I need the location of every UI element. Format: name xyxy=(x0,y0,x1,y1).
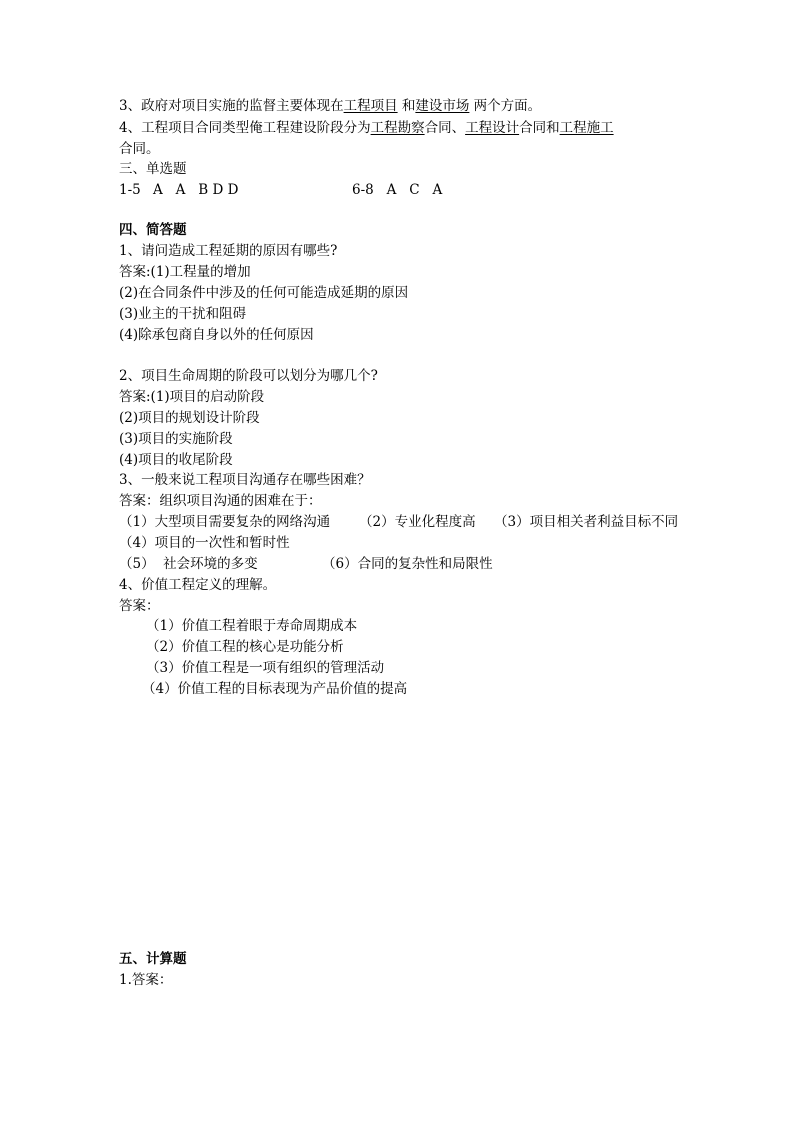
sa-q3-points-row-3 xyxy=(119,555,679,573)
q4-mid-1: 合同、 xyxy=(424,120,466,136)
q4-prefix: 4、工程项目合同类型俺工程建设阶段分为 xyxy=(119,120,371,136)
calculation-heading: 五、计算题 xyxy=(119,951,187,967)
sa-q3-point-4: （4）项目的一次性和暂时性 xyxy=(119,535,290,551)
sa-q3-answer-intro: 答案：组织项目沟通的困难在于： xyxy=(119,493,322,509)
sa-q1-answer-intro: 答案:(1)工程量的增加 xyxy=(119,264,251,280)
q4-continuation: 合同。 xyxy=(119,141,160,157)
q3-blank-2: 建设市场 xyxy=(415,98,470,114)
choice-group-1-answers: A A B D D xyxy=(153,182,239,198)
sa-q4-point: （2）价值工程的核心是功能分析 xyxy=(146,639,344,655)
sa-q3-point-1: （1）大型项目需要复杂的网络沟通 xyxy=(119,514,331,530)
choice-group-2-answers: A C A xyxy=(386,182,443,198)
calculation-answer: 1.答案： xyxy=(119,972,173,988)
fill-in-q3 xyxy=(119,97,541,115)
single-choice-heading: 三、单选题 xyxy=(119,161,187,177)
q4-mid-2: 合同和 xyxy=(519,120,560,136)
sa-q4-point: （3）价值工程是一项有组织的管理活动 xyxy=(146,660,385,676)
sa-q3-point-3: （3）项目相关者利益目标不同 xyxy=(494,514,679,530)
sa-q4-point: （4）价值工程的目标表现为产品价值的提高 xyxy=(142,681,408,697)
q3-prefix: 3、政府对项目实施的监督主要体现在 xyxy=(119,98,344,114)
short-answer-heading: 四、简答题 xyxy=(119,222,187,238)
sa-q2-point: (3)项目的实施阶段 xyxy=(119,431,233,447)
choice-group-2 xyxy=(352,181,442,199)
q4-blank-3: 工程施工 xyxy=(559,120,614,136)
sa-q3-point-2: （2）专业化程度高 xyxy=(359,514,476,530)
sa-q1-point: (2)在合同条件中涉及的任何可能造成延期的原因 xyxy=(119,285,409,301)
q3-suffix: 两个方面。 xyxy=(469,98,542,114)
sa-q1-question: 1、请问造成工程延期的原因有哪些? xyxy=(119,243,338,259)
sa-q3-question: 3、一般来说工程项目沟通存在哪些困难？ xyxy=(119,472,371,488)
sa-q4-point: （1）价值工程着眼于寿命周期成本 xyxy=(146,618,358,634)
sa-q1-point: (3)业主的干扰和阻碍 xyxy=(119,306,247,322)
single-choice-answers xyxy=(119,181,679,199)
sa-q3-point-6: （6）合同的复杂性和局限性 xyxy=(322,556,493,572)
sa-q2-point: (4)项目的收尾阶段 xyxy=(119,452,233,468)
q3-blank-1: 工程项目 xyxy=(343,98,398,114)
sa-q4-question: 4、价值工程定义的理解。 xyxy=(119,577,277,593)
sa-q2-question: 2、项目生命周期的阶段可以划分为哪几个? xyxy=(119,368,378,384)
fill-in-q4 xyxy=(119,119,614,137)
q4-blank-1: 工程勘察 xyxy=(370,120,425,136)
sa-q4-answer-intro: 答案： xyxy=(119,598,160,614)
choice-group-2-label: 6-8 xyxy=(352,182,374,198)
sa-q3-point-5: （5） 社会环境的多变 xyxy=(119,556,258,572)
sa-q1-point: (4)除承包商自身以外的任何原因 xyxy=(119,327,314,343)
sa-q3-points-row-1 xyxy=(119,513,679,531)
q3-mid: 和 xyxy=(397,98,416,114)
sa-q2-point: (2)项目的规划设计阶段 xyxy=(119,410,260,426)
q4-blank-2: 工程设计 xyxy=(465,120,520,136)
choice-group-1-label: 1-5 xyxy=(119,182,141,198)
sa-q2-answer-intro: 答案:(1)项目的启动阶段 xyxy=(119,389,265,405)
